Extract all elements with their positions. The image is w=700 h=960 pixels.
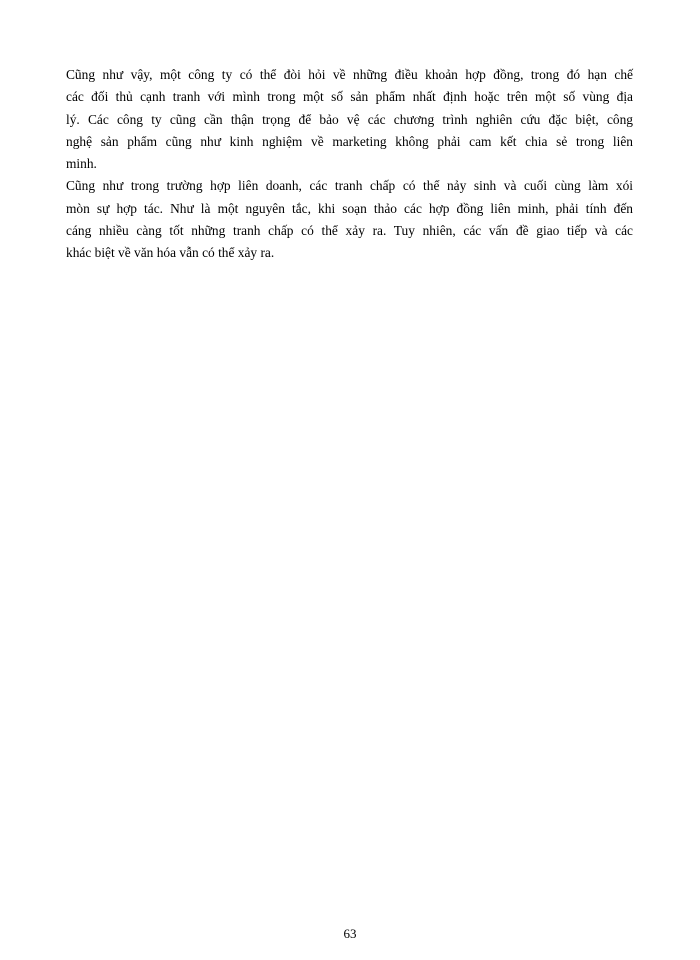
- page-number: 63: [343, 926, 357, 941]
- text-line: Cũng như vậy, một công ty có thể đòi hỏi về những điều khoản hợp đồng, trong đó hạn chế: [66, 67, 633, 82]
- text-line: cáng nhiều càng tốt những tranh chấp có thể xảy ra. Tuy nhiên, các vấn đề giao tiếp và các: [66, 223, 633, 239]
- text-line: mòn sự hợp tác. Như là một nguyên tắc, khi soạn thảo các hợp đồng liên minh, phải tính đến: [66, 200, 633, 216]
- text-line: Cũng như trong trường hợp liên doanh, các tranh chấp có thể nảy sinh và cuối cùng làm xói: [66, 178, 633, 194]
- text-line: khác biệt về văn hóa vẫn có thể xảy ra.: [66, 245, 275, 261]
- paragraph-2: [66, 175, 633, 264]
- text-line: minh.: [66, 156, 97, 172]
- text-line: nghệ sản phẩm cũng như kinh nghiệm về marketing không phải cam kết chia sẻ trong liên: [66, 133, 633, 149]
- text-line: các đối thủ cạnh tranh với mình trong một số sản phẩm nhất định hoặc trên một số vùng địa: [66, 89, 633, 105]
- paragraph-1: [66, 64, 633, 175]
- text-line: lý. Các công ty cũng cần thận trọng để bảo vệ các chương trình nghiên cứu đặc biệt, công: [66, 111, 633, 127]
- body-text: [66, 64, 633, 265]
